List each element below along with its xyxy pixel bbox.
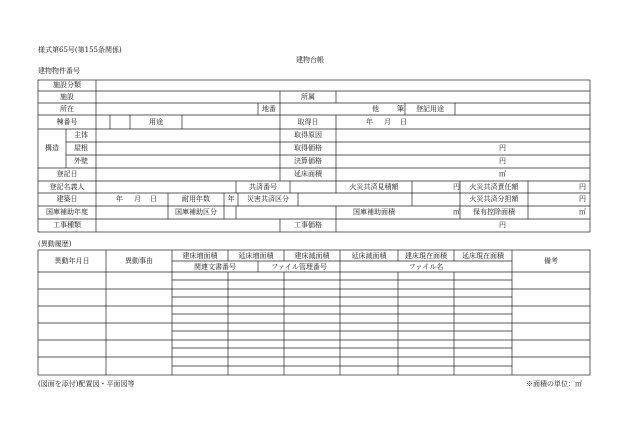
acq-year-label: 年 (366, 118, 373, 126)
acquisition-date-label: 取得日 (297, 118, 319, 126)
area-unit-note: ※面積の単位：㎡ (526, 380, 582, 388)
property-number-label: 建物物件番号 (38, 67, 80, 75)
useful-life-label: 耐用年数 (182, 195, 210, 203)
total-floor-area-label: 延床面積 (294, 170, 322, 178)
drawings-note: (図面を添付)配置図・平面図等 (38, 380, 135, 388)
subsidy-area-label: 国庫補助面積 (353, 208, 395, 216)
reserved-area-label: 保有控除面積 (473, 208, 515, 216)
subsidy-area-unit: ㎡ (453, 208, 460, 216)
built-month-label: 月 (134, 195, 141, 203)
related-doc-number-header: 関連文書番号 (194, 263, 236, 271)
acq-day-label: 日 (400, 118, 407, 126)
work-type-label: 工事種類 (53, 221, 81, 229)
fire-liability-unit: 円 (579, 183, 586, 191)
work-price-label: 工事価格 (294, 221, 322, 229)
reserved-area-unit: ㎡ (579, 208, 586, 216)
building-floor-increase-header: 建床増面積 (182, 252, 218, 260)
document-title: 建物台帳 (296, 56, 324, 64)
lot-number-label: 地番 (262, 105, 276, 113)
acquisition-cause-label: 取得原因 (294, 131, 322, 139)
fire-paid-unit: 円 (579, 195, 586, 203)
fire-paid-label: 火災共済分担額 (469, 195, 519, 203)
settlement-price-unit: 円 (499, 157, 506, 165)
useful-life-unit: 年 (227, 195, 235, 203)
main-body-label: 主体 (74, 131, 88, 139)
registered-use-label: 登記用途 (416, 105, 444, 113)
facility-label: 施設 (60, 93, 74, 101)
registered-holder-label: 登記名義人 (49, 183, 85, 191)
use-label: 用途 (149, 118, 163, 126)
built-year-label: 年 (116, 195, 123, 203)
work-price-unit: 円 (499, 221, 506, 229)
built-day-label: 日 (150, 195, 157, 203)
location-label: 所在 (60, 105, 74, 113)
mutual-aid-number-label: 共済番号 (249, 183, 277, 191)
roof-label: 屋根 (74, 144, 88, 152)
disaster-class-label: 災害共済区分 (247, 195, 289, 203)
fire-valuation-label: 火災共済見積額 (349, 183, 399, 191)
file-management-number-header: ファイル管理番号 (271, 263, 327, 271)
subsidy-year-label: 国庫補助年度 (46, 208, 88, 216)
lot-unit-label: 筆 (397, 105, 404, 113)
history-date-header: 異動年月日 (54, 257, 90, 265)
registration-date-label: 登記日 (56, 170, 78, 178)
history-reason-header: 異動事由 (125, 257, 153, 265)
affiliation-label: 所属 (301, 93, 315, 101)
total-floor-current-header: 延床現在面積 (462, 252, 504, 260)
settlement-price-label: 決算価格 (294, 157, 322, 165)
remarks-header: 備考 (544, 257, 558, 265)
facility-class-label: 施設分類 (53, 81, 81, 89)
total-floor-increase-header: 延床増面積 (238, 252, 274, 260)
fire-liability-label: 火災共済責任額 (469, 183, 519, 191)
building-floor-current-header: 建床現在面積 (405, 252, 447, 260)
building-floor-decrease-header: 建床減面積 (294, 252, 330, 260)
file-name-header: ファイル名 (408, 263, 444, 271)
history-section-title: (異動履歴) (38, 240, 72, 248)
construction-date-label: 建築日 (56, 195, 78, 203)
structure-label: 構造 (45, 144, 59, 152)
exterior-wall-label: 外壁 (74, 157, 88, 165)
total-floor-area-unit: ㎡ (499, 170, 506, 178)
subsidy-class-label: 国庫補助区分 (175, 208, 217, 216)
lot-count-label: 他 (372, 105, 379, 113)
acq-month-label: 月 (384, 118, 391, 126)
acquisition-price-unit: 円 (499, 144, 506, 152)
total-floor-decrease-header: 延床減面積 (351, 252, 387, 260)
form-number: 様式第65号(第155条関係) (38, 46, 122, 54)
building-number-label: 棟番号 (56, 118, 78, 126)
fire-valuation-unit: 円 (453, 183, 460, 191)
acquisition-price-label: 取得価格 (294, 144, 322, 152)
